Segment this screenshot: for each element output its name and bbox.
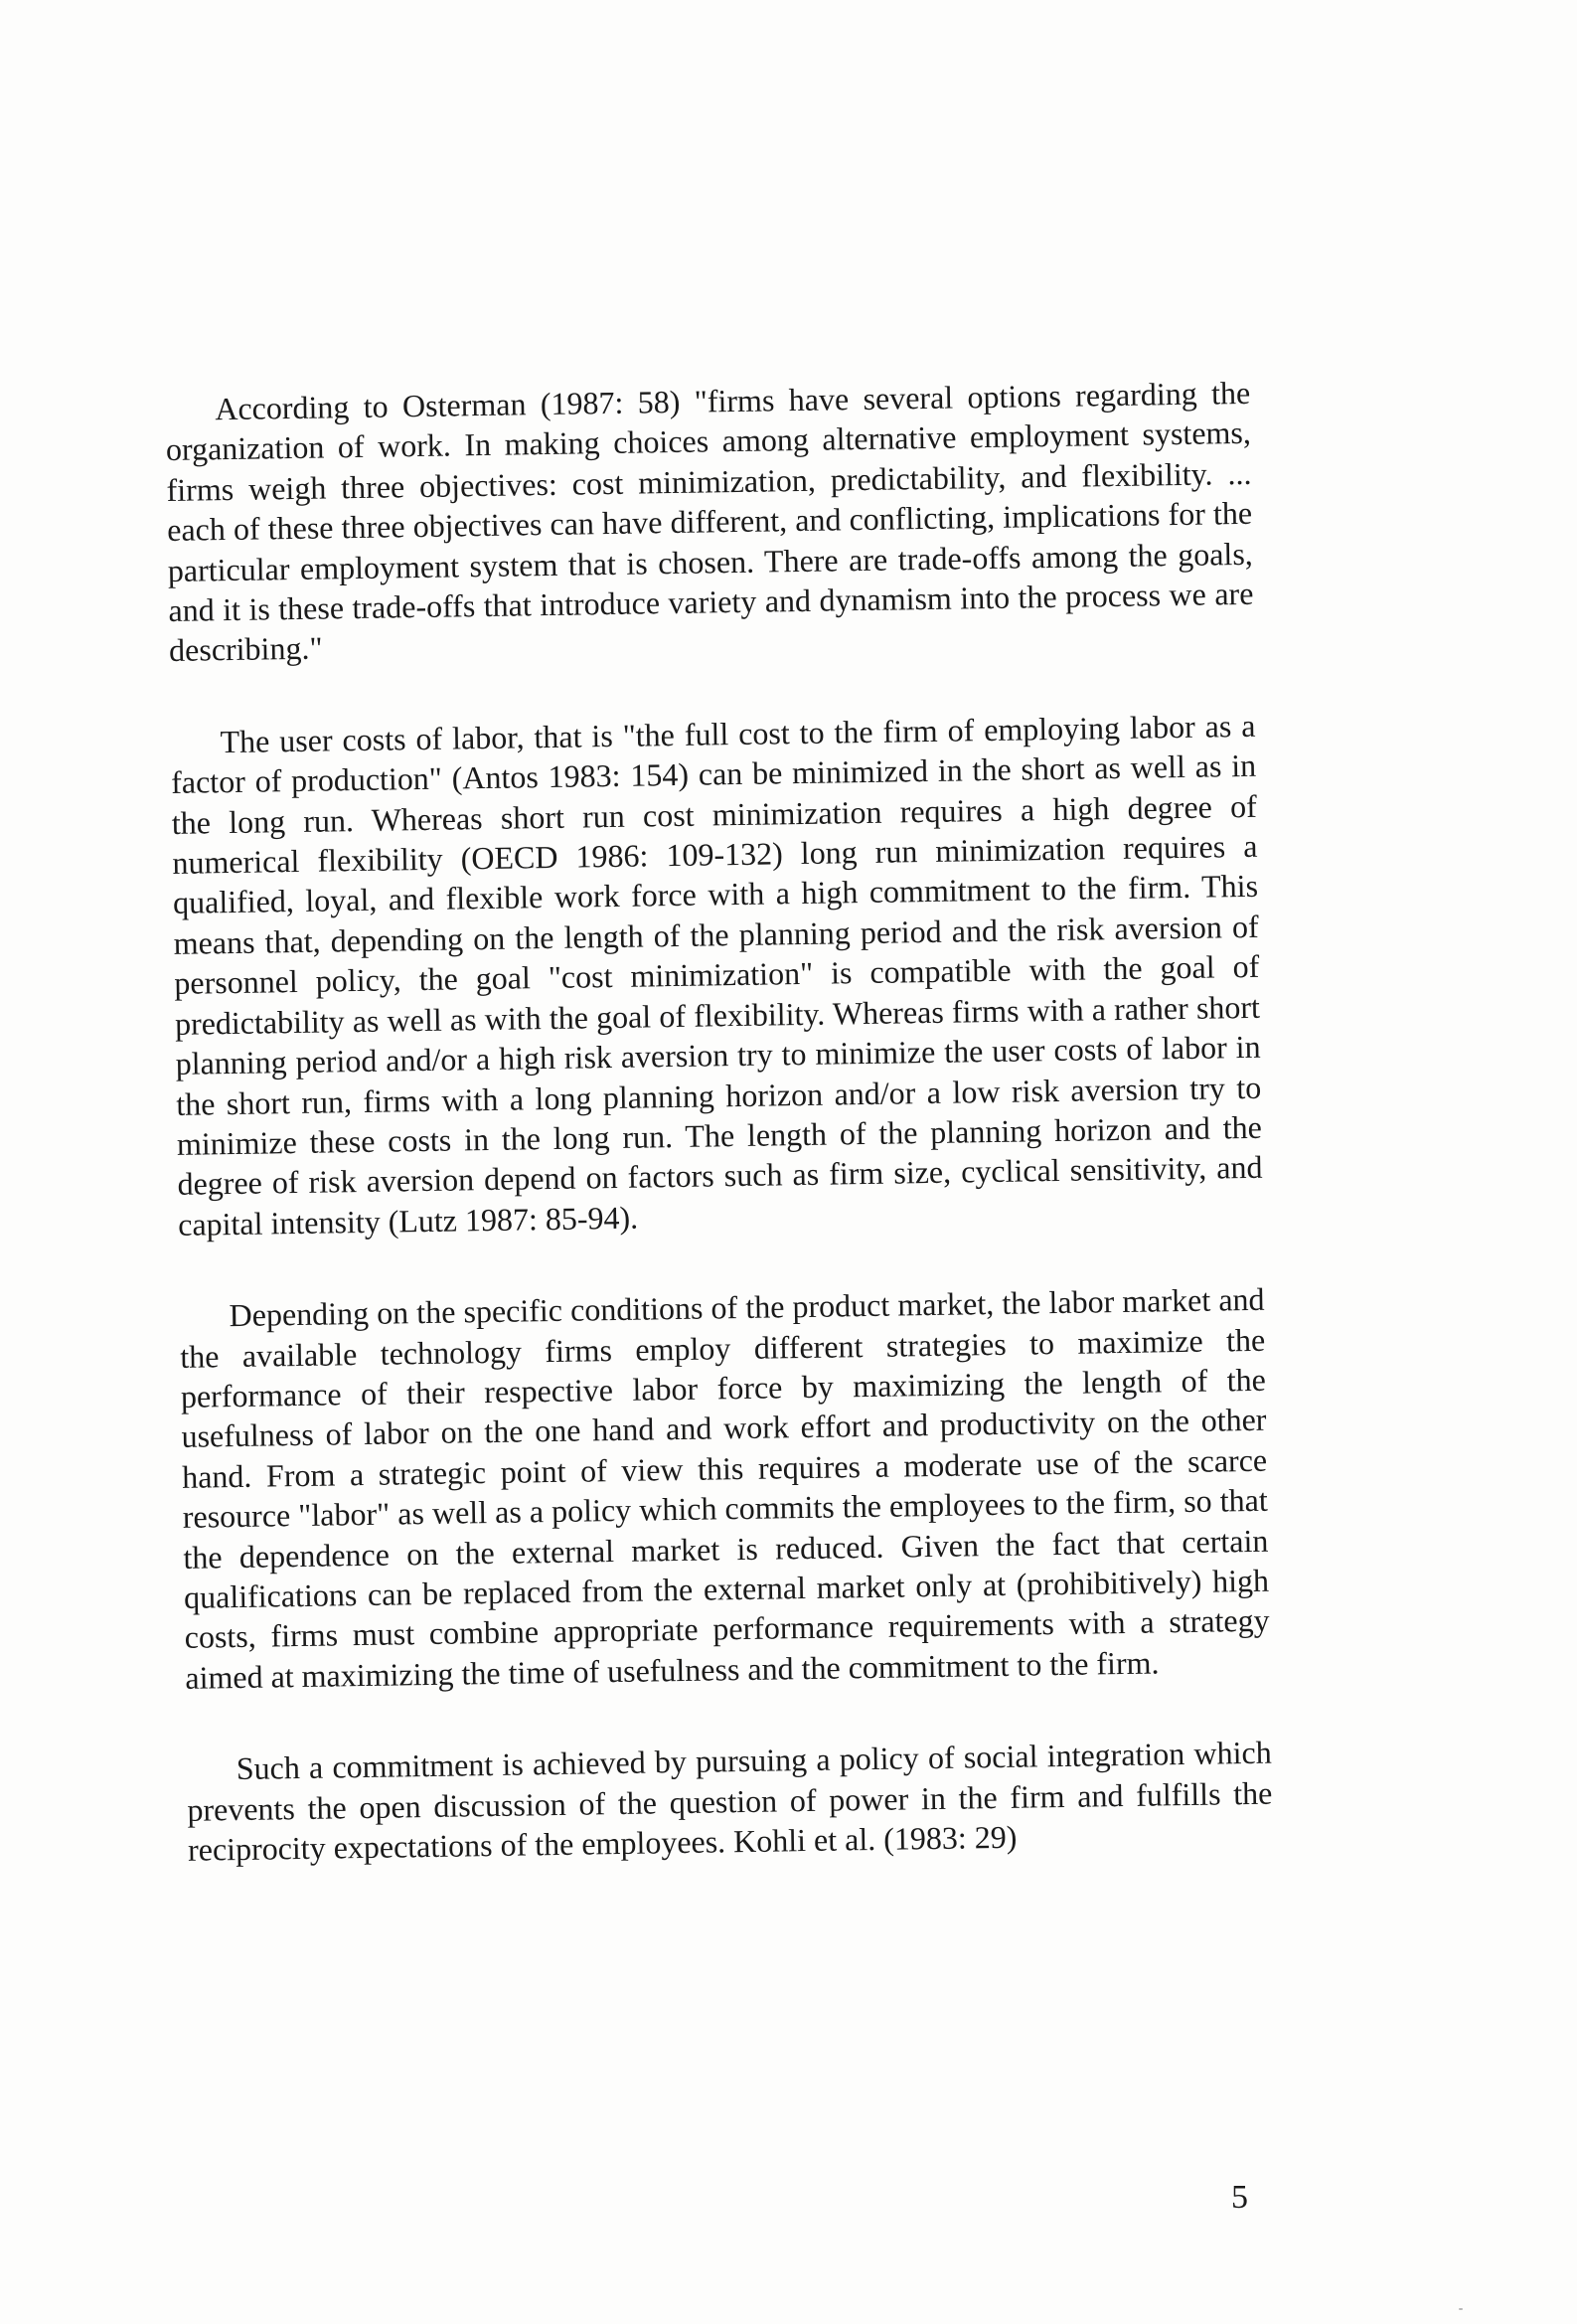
scan-speck xyxy=(1459,2308,1463,2310)
paragraph-user-costs: The user costs of labor, that is "the full cost to the firm of employing labor as a factor of production" (Antos 1983: 154) can be minimized in the short as well as in the long run. Whereas short run cost minimization requires a high degree of numerical flexibility (OECD 1986: 109-132) long run minimization requires a qualified, loyal, and flexible work force with a high commitment to the firm. This means that, depending on the length of the planning period and the risk aversion of personnel policy, the goal "cost minimization" is compatible with the goal of predictability as well as with the goal of flexibility. Whereas firms with a rather short planning period and/or a high risk aversion try to minimize the user costs of labor in the short run, firms with a long planning horizon and/or a low risk aversion try to minimize these costs in the long run. The length of the planning horizon and the degree of risk aversion depend on factors such as firm size, cyclical sensitivity, and capital intensity (Lutz 1987: 85-94). xyxy=(170,707,1263,1243)
paragraph-osterman-quote: According to Osterman (1987: 58) "firms have several options regarding the organization of work. In making choices among alternative employment systems, firms weigh three objectives: cost minimization, predictability, and flexibility. ... each of these three objectives can have different, and conflicting, implications for the particular employment system that is chosen. There are trade-offs among the goals, and it is these trade-offs that introduce variety and dynamism into the process we are describing." xyxy=(165,374,1254,669)
page-number: 5 xyxy=(1231,2179,1248,2216)
paragraph-strategies: Depending on the specific conditions of the product market, the labor market and the available technology firms employ different strategies to maximize the performance of their respective labor force by maximizing the length of the usefulness of labor on the one hand and work effort and productivity on the other hand. From a strategic point of view this requires a moderate use of the scarce resource "labor" as well as a policy which commits the employees to the firm, so that the dependence on the external market is reduced. Given the fact that certain qualifications can be replaced from the external market only at (prohibitively) high costs, firms must combine appropriate performance requirements with a strategy aimed at maximizing the time of usefulness and the commitment to the firm. xyxy=(179,1280,1270,1696)
paragraph-commitment: Such a commitment is achieved by pursuing a policy of social integration which prevents the open discussion of the question of power in the firm and fulfills the reciprocity expectations of the employees. Kohli et al. (1983: 29) xyxy=(187,1734,1273,1868)
body-text xyxy=(165,373,1273,1870)
